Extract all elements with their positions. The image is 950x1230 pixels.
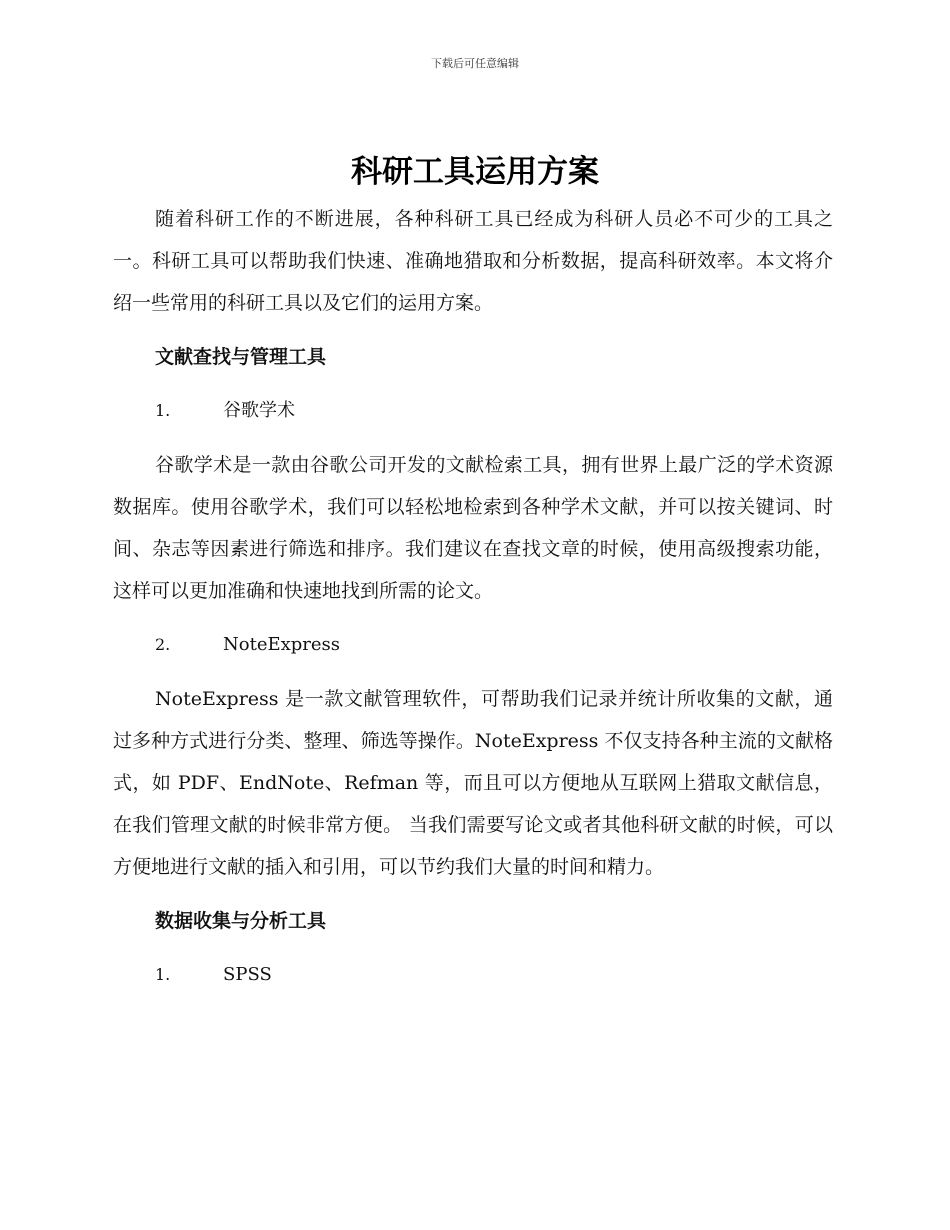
list-number: 1.	[155, 965, 171, 984]
section-heading-literature: 文献查找与管理工具	[155, 346, 327, 368]
noteexpress-paragraph: NoteExpress 是一款文献管理软件，可帮助我们记录并统计所收集的文献，通过多种方式进行分类、整理、筛选等操作。NoteExpress 不仅支持各种主流的文献格式，如 PDF、EndNote、Refman 等，而且可以方便地从互联网上猎取文献信息，在我们管理文献的时候非常方便。 当我们需要写论文或者其他科研文献的时候，可以方便地进行文献的插入和引用，可以节约我们大量的时间和精力。	[113, 688, 833, 878]
list-label: NoteExpress	[223, 634, 341, 655]
list-item-spss	[113, 954, 833, 996]
list-number: 1.	[155, 401, 171, 420]
google-scholar-paragraph: 谷歌学术是一款由谷歌公司开发的文献检索工具，拥有世界上最广泛的学术资源数据库。使用谷歌学术，我们可以轻松地检索到各种学术文献，并可以按关键词、时间、杂志等因素进行筛选和排序。我们建议在查找文章的时候，使用高级搜索功能，这样可以更加准确和快速地找到所需的论文。	[113, 454, 833, 602]
document-title: 科研工具运用方案	[351, 154, 599, 190]
header-text: 下载后可任意编辑	[431, 57, 519, 70]
document-body	[113, 198, 833, 996]
page-header	[0, 55, 950, 71]
list-number: 2.	[155, 635, 171, 654]
list-label: SPSS	[223, 964, 272, 985]
list-item-noteexpress	[113, 624, 833, 666]
section-heading-data-analysis: 数据收集与分析工具	[155, 910, 327, 932]
intro-paragraph: 随着科研工作的不断进展，各种科研工具已经成为科研人员必不可少的工具之一。科研工具可以帮助我们快速、准确地猎取和分析数据，提高科研效率。本文将介绍一些常用的科研工具以及它们的运用方案。	[113, 208, 833, 314]
list-item-google-scholar	[113, 390, 833, 432]
list-label: 谷歌学术	[223, 400, 295, 421]
